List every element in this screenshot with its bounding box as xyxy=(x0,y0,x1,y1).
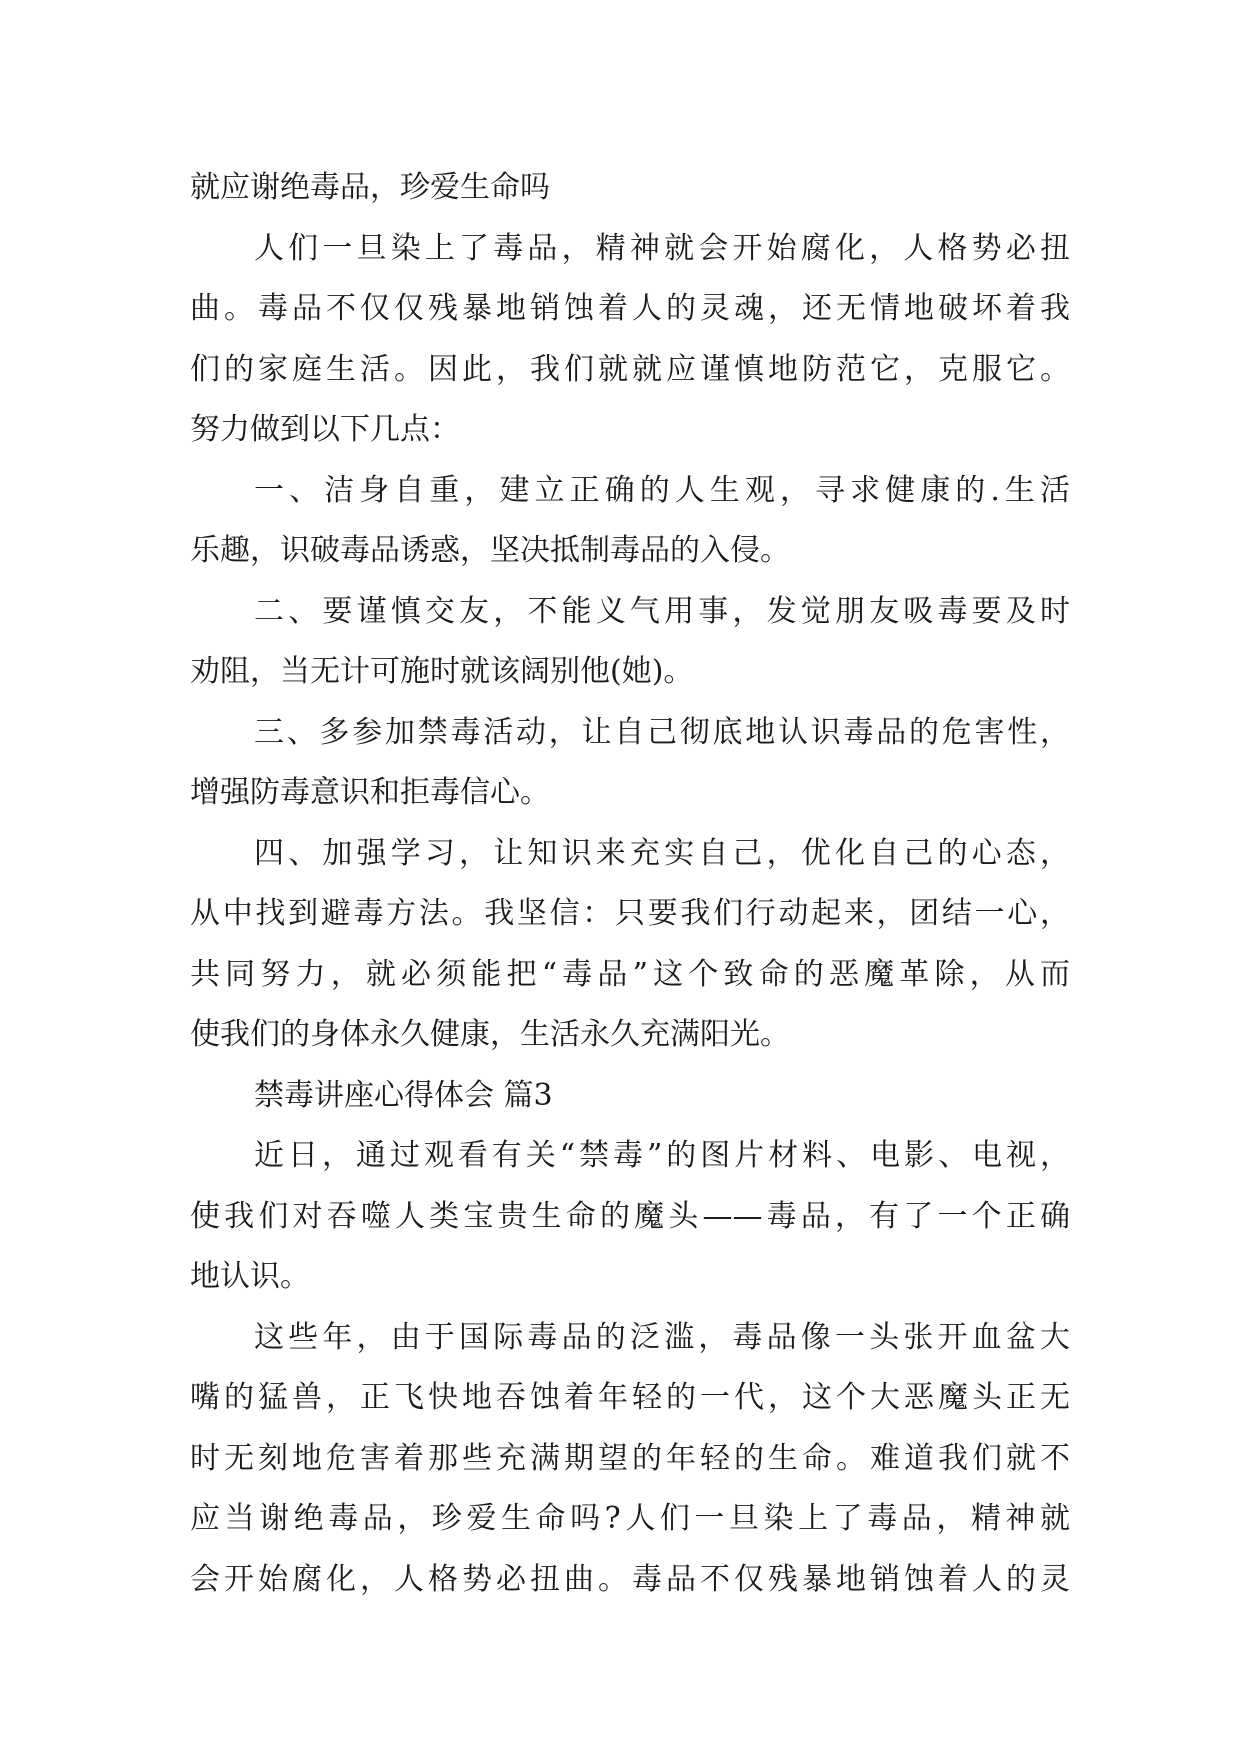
text-line: 劝阻，当无计可施时就该阔别他(她)。 xyxy=(190,654,694,689)
text-line: 会开始腐化，人格势必扭曲。毒品不仅残暴地销蚀着人的灵 xyxy=(190,1561,1070,1597)
text-line: 乐趣，识破毒品诱惑，坚决抵制毒品的入侵。 xyxy=(190,533,790,568)
text-line: 使我们对吞噬人类宝贵生命的魔头——毒品，有了一个正确 xyxy=(190,1198,1070,1234)
text-line: 应当谢绝毒品，珍爱生命吗?人们一旦染上了毒品，精神就 xyxy=(190,1501,1070,1536)
paragraph-start-line: 近日，通过观看有关“禁毒”的图片材料、电影、电视， xyxy=(254,1138,1070,1173)
section-heading: 禁毒讲座心得体会 篇3 xyxy=(254,1077,553,1113)
paragraph-start-line: 人们一旦染上了毒品，精神就会开始腐化，人格势必扭 xyxy=(254,230,1070,266)
text-line: 曲。毒品不仅仅残暴地销蚀着人的灵魂，还无情地破坏着我 xyxy=(190,291,1070,326)
text-line: 使我们的身体永久健康，生活永久充满阳光。 xyxy=(190,1017,790,1052)
list-item-2-line: 二、要谨慎交友，不能义气用事，发觉朋友吸毒要及时 xyxy=(254,593,1070,629)
text-line: 地认识。 xyxy=(190,1259,310,1294)
text-line: 时无刻地危害着那些充满期望的年轻的生命。难道我们就不 xyxy=(190,1440,1070,1476)
text-line: 嘴的猛兽，正飞快地吞蚀着年轻的一代，这个大恶魔头正无 xyxy=(190,1380,1070,1415)
list-item-1-line: 一、洁身自重，建立正确的人生观，寻求健康的.生活 xyxy=(254,472,1070,508)
paragraph-start-line: 这些年，由于国际毒品的泛滥，毒品像一头张开血盆大 xyxy=(254,1319,1070,1355)
document-body xyxy=(190,158,1070,1610)
text-line: 们的家庭生活。因此，我们就就应谨慎地防范它，克服它。 xyxy=(190,351,1070,387)
text-line: 努力做到以下几点： xyxy=(190,412,460,447)
list-item-3-line: 三、多参加禁毒活动，让自己彻底地认识毒品的危害性， xyxy=(254,714,1070,750)
text-line: 从中找到避毒方法。我坚信：只要我们行动起来，团结一心， xyxy=(190,896,1070,931)
list-item-4-line: 四、加强学习，让知识来充实自己，优化自己的心态， xyxy=(254,835,1070,871)
text-line: 共同努力，就必须能把“毒品”这个致命的恶魔革除，从而 xyxy=(190,956,1070,992)
text-line: 就应谢绝毒品，珍爱生命吗 xyxy=(190,170,550,205)
text-line: 增强防毒意识和拒毒信心。 xyxy=(190,775,550,810)
